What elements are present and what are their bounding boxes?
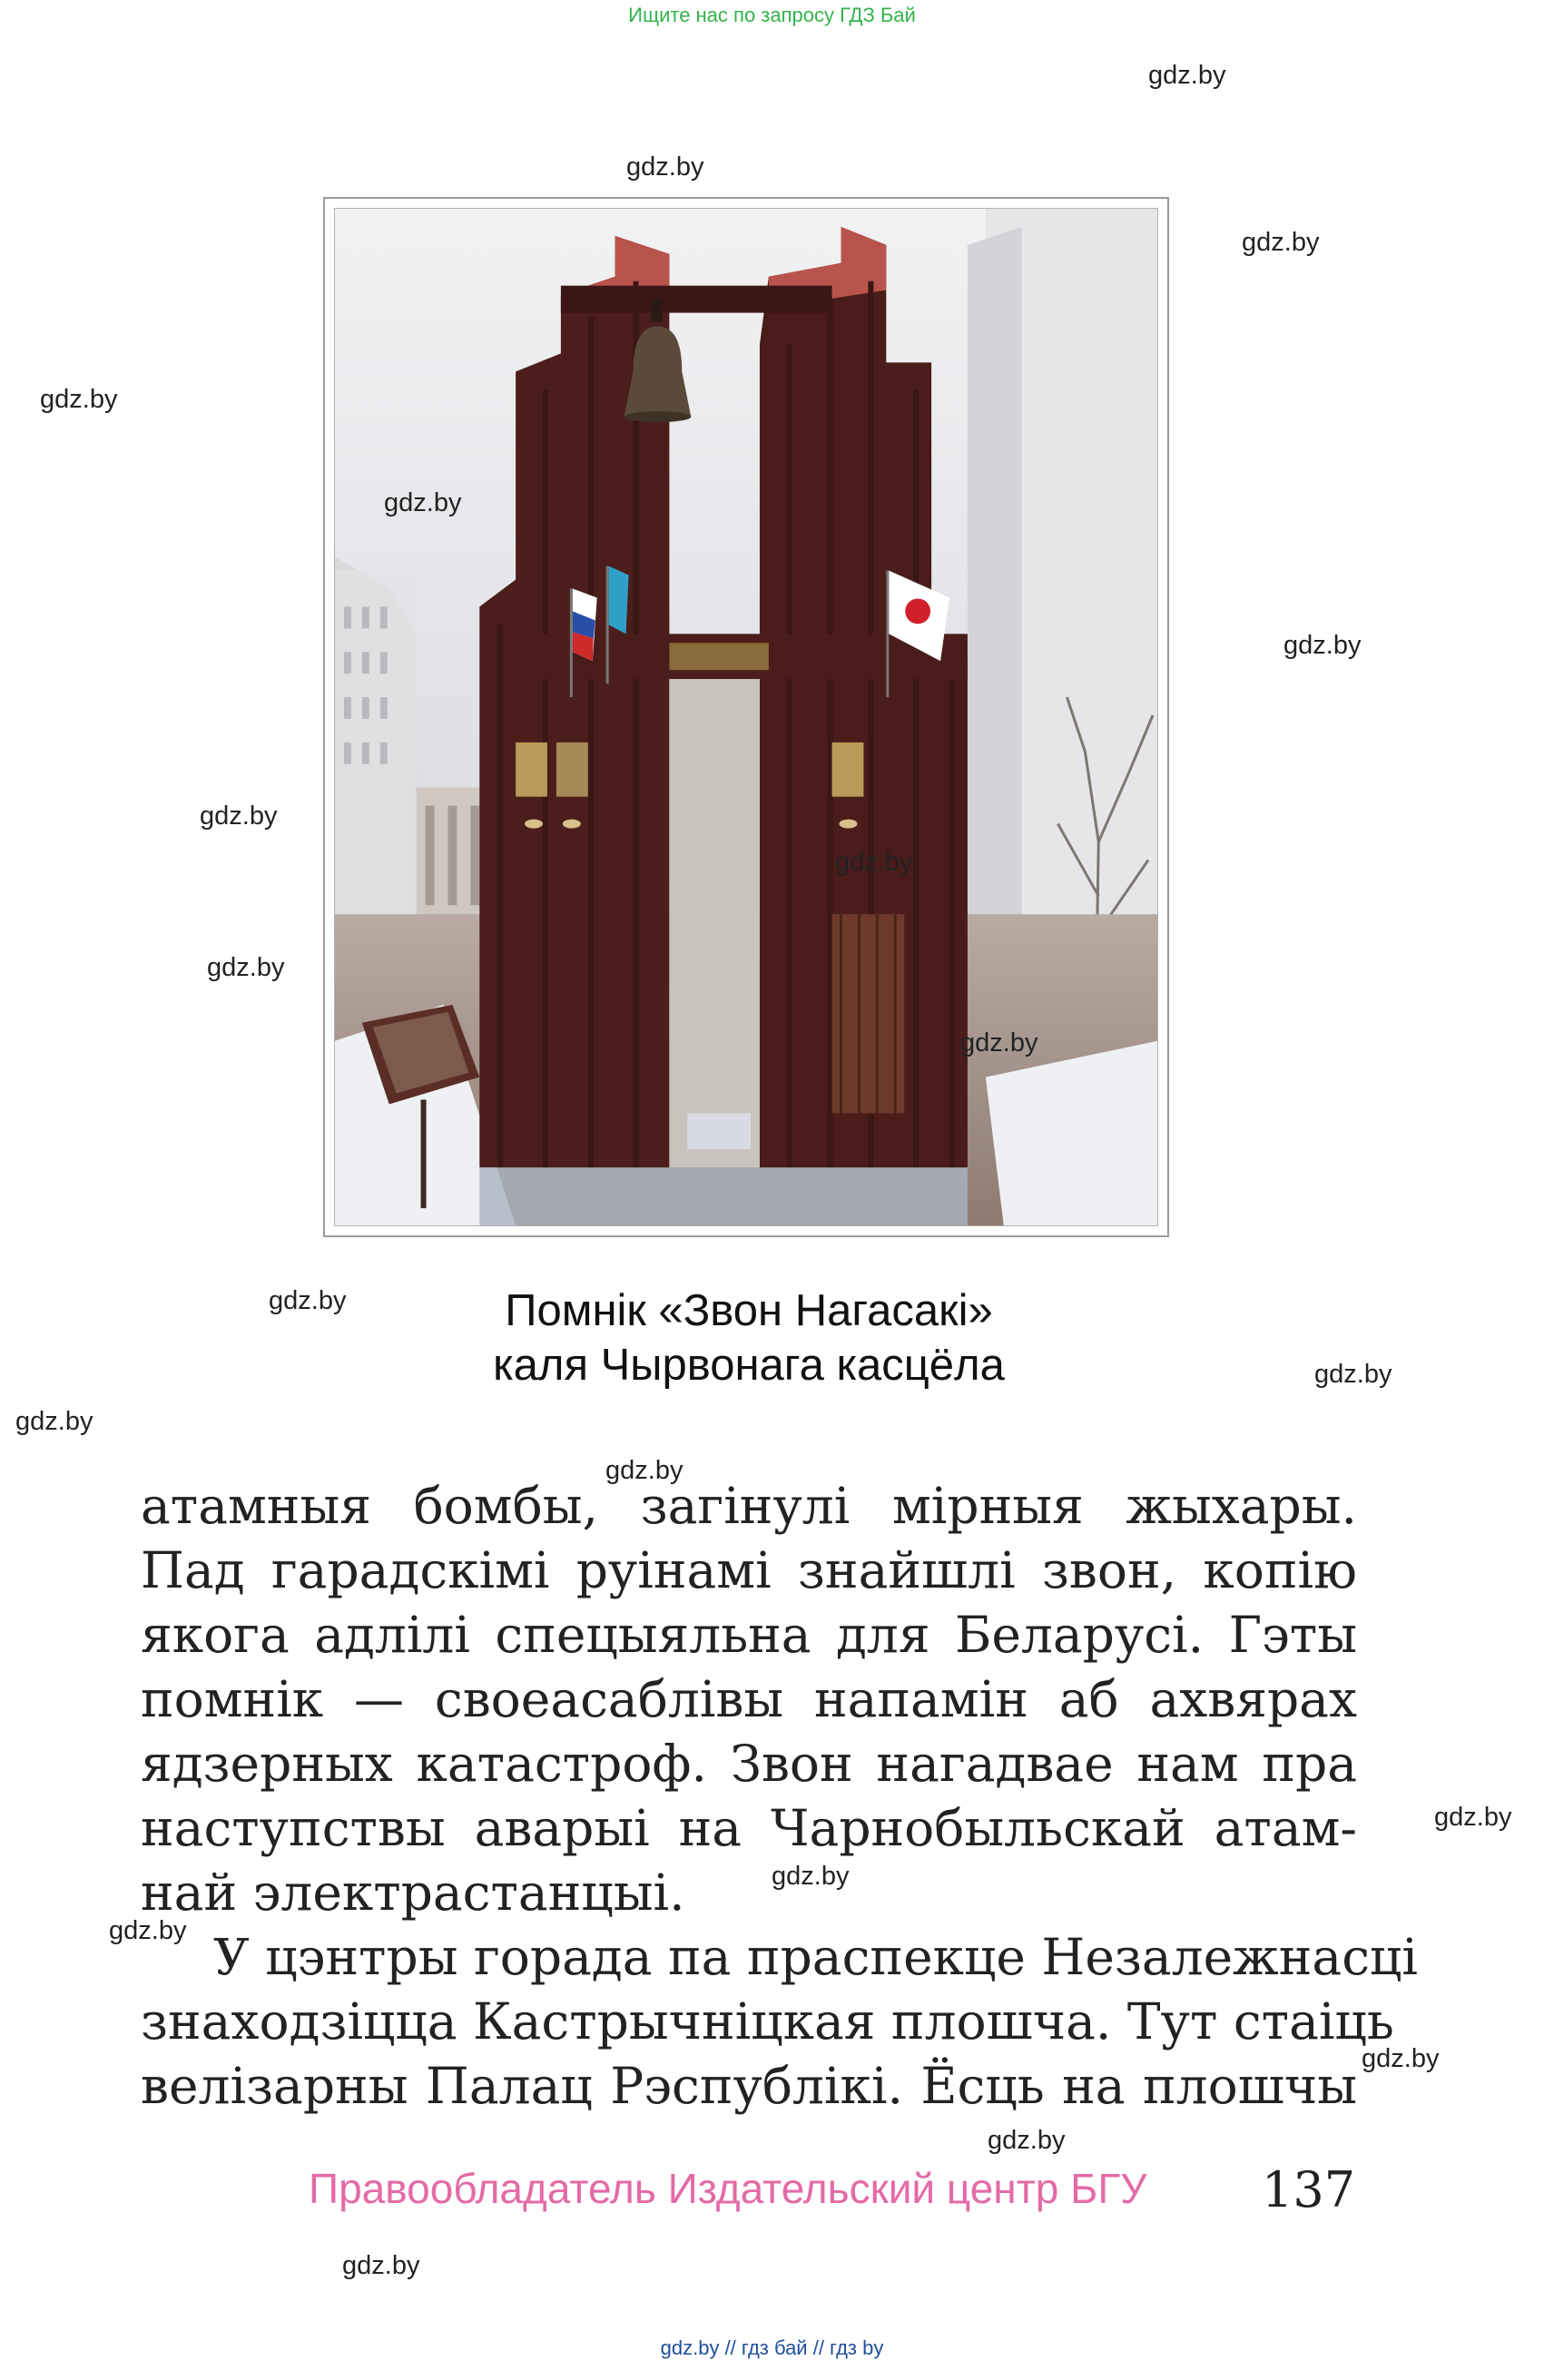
monument-photo-frame [323,197,1169,1237]
watermark-text: gdz.by [342,2251,420,2280]
watermark-text: gdz.by [1242,228,1320,257]
body-line: Пад гарадскімі руінамі знайшлі звон, копію [141,1541,1357,1599]
monument-photo [334,208,1158,1226]
watermark-text: gdz.by [269,1286,347,1315]
watermark-text: gdz.by [626,152,704,182]
watermark-text: gdz.by [960,1028,1038,1057]
body-line: ядзерных катастроф. Звон нагадвае нам пра [141,1735,1357,1793]
watermark-text: gdz.by [835,848,913,877]
watermark-text: gdz.by [988,2126,1066,2155]
photo-caption-line-1: Помнік «Звон Нагасакі» [505,1286,993,1335]
watermark-text: gdz.by [15,1407,93,1436]
copyright-holder-text: Правообладатель Издательский центр БГУ [309,2165,1147,2212]
watermark-text: gdz.by [207,953,285,982]
watermark-text: gdz.by [40,385,118,414]
watermark-text: gdz.by [1314,1360,1392,1389]
watermark-text: gdz.by [772,1862,850,1891]
watermark-text: gdz.by [1362,2044,1440,2073]
watermark-text: gdz.by [109,1916,187,1945]
page-number: 137 [1262,2161,1356,2218]
body-line: У цэнтры горада па праспекце Незалежнасці [213,1928,1418,1986]
watermark-text: gdz.by [1283,631,1362,660]
watermark-text: gdz.by [384,488,462,517]
body-line: наступствы аварыі на Чарнобыльскай атам- [141,1799,1357,1857]
body-line: помнік — своеасаблівы напамін аб ахвярах [141,1670,1357,1728]
nagasaki-bell-monument-image [335,209,1157,1225]
body-line: атамныя бомбы, загінулі мірныя жыхары. [141,1477,1357,1535]
watermark-text: gdz.by [605,1456,683,1485]
bottom-links[interactable]: gdz.by // гдз бай // гдз by [660,2336,884,2359]
photo-caption-line-2: каля Чырвонага касцёла [493,1341,1005,1390]
body-line: велізарны Палац Рэспублікі. Ёсць на плошчы [141,2057,1357,2115]
watermark-text: gdz.by [1434,1803,1512,1832]
watermark-text: gdz.by [200,802,278,831]
watermark-text: gdz.by [1148,61,1226,90]
top-banner-text[interactable]: Ищите нас по запросу ГДЗ Бай [628,4,916,26]
body-line: знаходзіцца Кастрычніцкая плошча. Тут стаіць [141,1992,1394,2051]
body-line: якога адлілі спецыяльна для Беларусі. Гэты [141,1606,1357,1664]
body-line: най электрастанцыі. [141,1864,685,1922]
